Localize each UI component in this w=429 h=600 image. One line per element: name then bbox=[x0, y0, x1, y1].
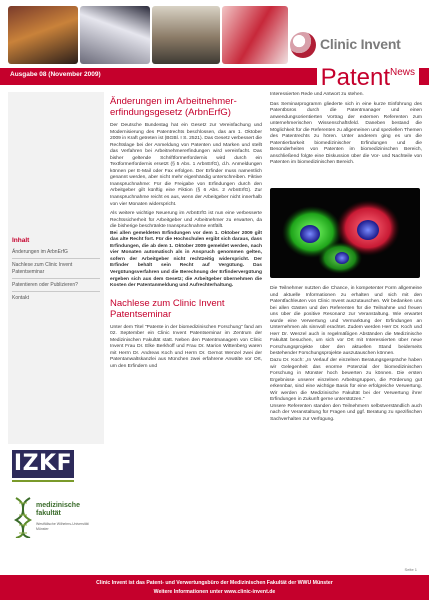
toc-divider bbox=[12, 291, 100, 292]
toc-divider bbox=[12, 278, 100, 279]
col2-paragraph: Unsere Referenten standen den Teilnehmern selbstverständlich auch nach der Veranstaltung für Fragen und ggf. Beratung zu spezifischen Sachverhalten zur Verfügung. bbox=[270, 403, 422, 422]
col2-paragraph: Dazu Dr. Koch: „In Verlauf der einzelnen Beratungsgespräche haben wir Gelegenheit das enorme Potenzial der biomedizinischen Forschung in Münster hoch bewerten zu können. Die ersten Ergebnisse unserer einzelnen Arbeitsgruppen, die Förderung gut erkennbar, sind eine wichtige Basis für eine erfolgreiche Verwertung. Wir werden die Medizinische Fakultät bei der Verwertung ihrer Erfindungen in Zukunft gerne unterstützen." bbox=[270, 358, 422, 403]
column-right bbox=[270, 92, 422, 167]
faculty-name: medizinische fakultät bbox=[36, 502, 80, 517]
toc-title: Inhalt bbox=[12, 237, 30, 244]
col2-paragraph: Das Seminarprogramm gliederte sich in eine kurze Einführung des Patentbüros durch die Patentmanager und einen anwendungsorientierten Vortrag der externen Referenten zum unternehmerischen Wissenschaftsfeld. Daneben bestand die Möglichkeit für die Referenten zu allgemeinen und speziellen Themen des Patentrechts zu hören. Unter anderem ging es um die Patentierbarkeit biomedizinischer Erfindungen und die Besonderheiten von Patenten im biomedizinischen Bereich, anschließend folgte eine Diskussion über die Vor- und Nachteile von Patenten im biomedizinischen Bereich. bbox=[270, 101, 422, 166]
footer-line-1: Clinic Invent ist das Patent- und Verwertungsbüro der Medizinischen Fakultät der WWU Münster bbox=[96, 580, 333, 586]
cell-microscopy-image bbox=[270, 188, 420, 278]
column-left bbox=[110, 96, 262, 371]
article1-paragraph-bold: Bei allen gemeldeten Erfindungen vor dem 1. Oktober 2009 gilt das alte Recht fort. Für die Hochschulen ergibt sich daraus, dass Erfindungen, die ab dem 1. Oktober 2009 gemeldet werden, nach vier Monaten automatisch als in Anspruch genommen gelten, sofern der Arbeitgeber nicht rechtzeitig widerspricht. Der Erfinder behält sein Recht auf Vergütung. Das Vergütungsverfahren und die Berechnung der Erfindervergütung ergeben sich aus dem Gesetz; die Arbeitgeber übernehmen die Kosten der Patentanmeldung und Aufrechterhaltung. bbox=[110, 230, 262, 289]
dna-helix-icon bbox=[12, 496, 34, 538]
article1-paragraph: Als weitere wichtige Neuerung im ArbnErfG ist nun eine verbesserte Rechtssicherheit für Arbeitgeber und Arbeitnehmer zu erwarten, da die bisherige beschränkte Inanspruchnahme entfällt. bbox=[110, 211, 262, 230]
izkf-faculty-logos bbox=[8, 444, 104, 554]
page-number: Seite 1 bbox=[404, 567, 417, 572]
column-right-lower bbox=[270, 286, 422, 423]
footer-bar bbox=[0, 575, 429, 600]
issue-label: Ausgabe 08 (November 2009) bbox=[10, 71, 101, 78]
header-photo-strip bbox=[8, 6, 288, 64]
footer-link[interactable]: Weitere Informationen unter www.clinic-invent.de bbox=[153, 589, 276, 595]
toc-item[interactable]: Kontakt bbox=[12, 295, 29, 301]
toc-divider bbox=[12, 258, 100, 259]
izkf-logo: IZKF bbox=[13, 451, 73, 476]
fluorescent-cells-icon bbox=[270, 188, 420, 278]
brand-name: Clinic Invent bbox=[320, 36, 401, 52]
header bbox=[0, 0, 429, 92]
title-sup: News bbox=[389, 67, 415, 78]
toc-item[interactable]: Nachlese zum Clinic Invent Patentseminar bbox=[12, 262, 73, 275]
izkf-accent-line bbox=[12, 480, 74, 482]
logo-swoosh-icon bbox=[290, 32, 316, 58]
microscope-photo bbox=[80, 6, 150, 64]
title-main: Patent bbox=[320, 64, 390, 91]
col2-paragraph: Die Teilnehmer nutzten die Chance, in kompetenter Form allgemeine und aktuelle Informationen zu erhalten und sich mit den Patentfachleuten von Clinic Invent auszutauschen. Wir bedanken uns bei allen Gästen und den Referenten für die Teilnahme und freuen uns über die positive Resonanz zur Veranstaltung. Wie erwartet wurde eine Verwertung und Vermarktung der Erfindungen an Unternehmen als sinnvoll erachtet. Zudem werden Herr Dr. Koch und Herr Dr. Wenzel auch in regelmäßigen Abständen die Medizinische Fakultät besuchen, um sich vor Ort mit Interessierten über neue Forschungsprojekte über den aktuellen Stand beiderseits bestehender Forschungsprojekte auszutauschen können. bbox=[270, 286, 422, 357]
toc-item[interactable]: Patentieren oder Publizieren? bbox=[12, 282, 78, 288]
article1-paragraph: Der Deutsche Bundestag hat ein Gesetz zur Vereinfachung und Modernisierung des Patentrechts beschlossen, das am 1. Oktober 2009 in Kraft getreten ist (BGBl. I S. 2521). Das Gesetz verbessert die Rechtslage bei der Anmeldung von Patenten und Marken und stellt das Verfahren bei Arbeitnehmererfindungen wird vereinfacht. Das bisher geltende Schriftformerfordernis wird durch ein Textformerfordernis ersetzt (§ 5 Abs. 1 ArbnErfG), d.h. Anmeldungen können per E-Mail oder Fax erfolgen. Der Erfinder muss namentlich genannt werden, aber nicht mehr eigenhändig unterschreiben. Fiktive Inanspruchnahme: Für die Freigabe von Erfindungen durch den Arbeitgeber gilt künftig eine Fiktion (§ 6 Abs. 2 ArbnErfG). Zur Inanspruchnahme reicht es aus, wenn der Arbeitgeber nicht innerhalb von vier Monaten widerspricht. bbox=[110, 123, 262, 207]
clinic-invent-logo bbox=[288, 30, 429, 60]
article1-headline: Änderungen im Arbeitnehmer-erfindungsgesetz (ArbnErfG) bbox=[110, 96, 237, 118]
faculty-university: Westfälische Wilhelms-Universität Münster bbox=[36, 522, 89, 531]
col2-paragraph: Interessierten Rede und Antwort zu stehen. bbox=[270, 92, 364, 97]
sample-photo bbox=[222, 6, 288, 64]
toc-item[interactable]: Änderungen im ArbnErfG bbox=[12, 249, 68, 255]
article2-headline: Nachlese zum Clinic Invent Patentseminar bbox=[110, 297, 225, 320]
article2-paragraph: Unter dem Titel "Patente in der biomedizinischen Forschung" fand am 02. September ein Clinic Invent Patentseminar im Zentrum der Medizinischen Fakultät statt. Neben den Patentmanagern von Clinic Invent Frau Dr. Elke Berkhoff und Frau Dr. Marion Wittenberg waren mit Herrn Dr. Andreas Koch und Herrn Dr. Gernot Wenzel zwei der Patentanwaltskanzlei aus München zwei erfahrene Anwälte vor Ort, um den Erfindern und bbox=[110, 324, 262, 369]
sidebar bbox=[8, 92, 104, 592]
equipment-photo bbox=[152, 6, 220, 64]
lab-photo bbox=[8, 6, 78, 64]
